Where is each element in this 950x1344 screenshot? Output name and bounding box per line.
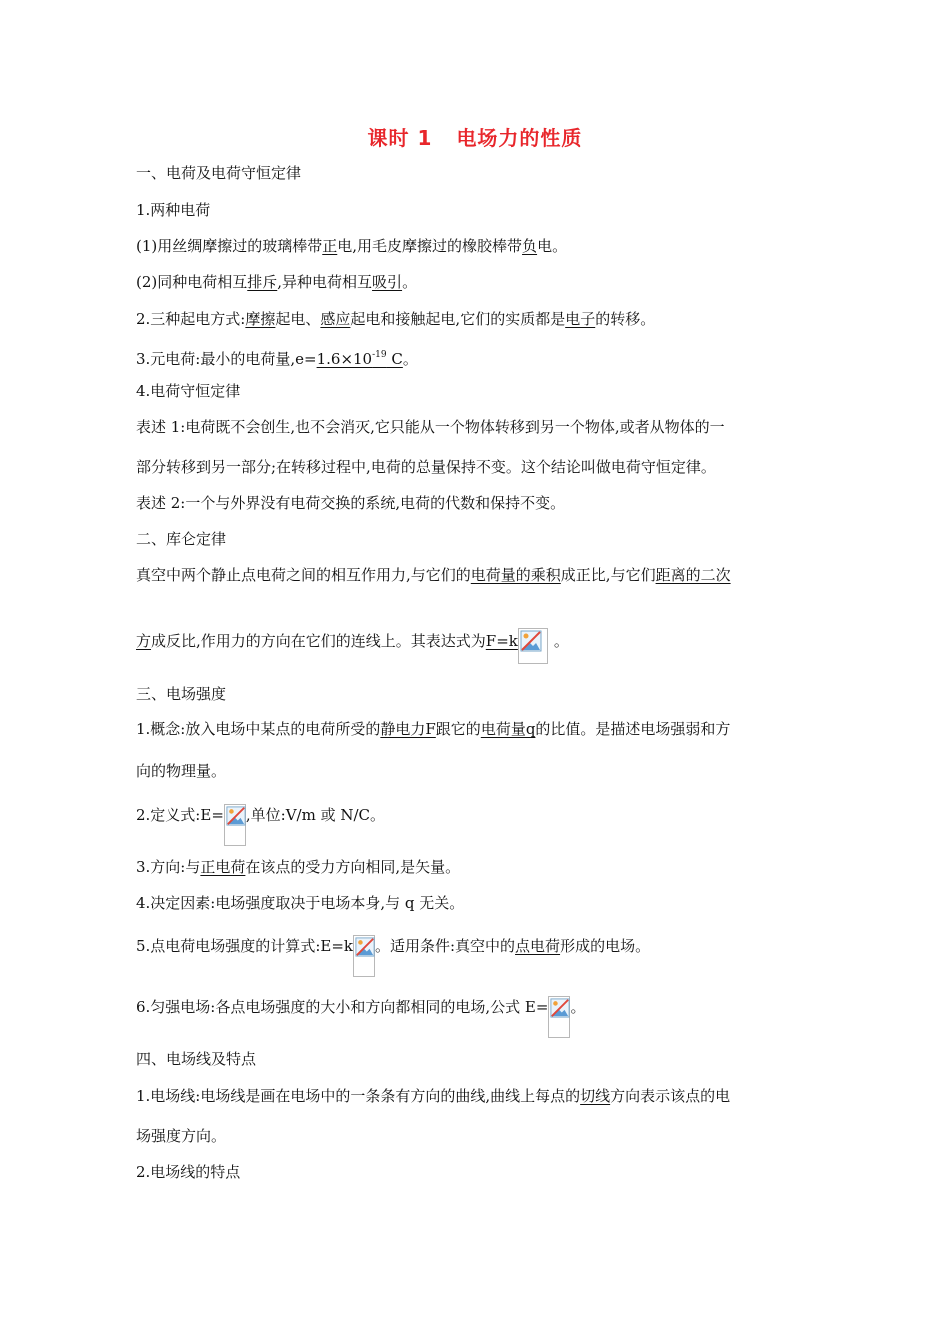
section-heading-2: 二、库仑定律 bbox=[136, 530, 227, 548]
broken-image-icon bbox=[353, 935, 375, 977]
point-charge-field: 5.点电荷电场强度的计算式:E=k 。适用条件:真空中的点电荷形成的电场。 bbox=[136, 935, 650, 977]
field-concept-line-2: 向的物理量。 bbox=[136, 762, 227, 780]
statement-1-line-2: 部分转移到另一部分;在转移过程中,电荷的总量保持不变。这个结论叫做电荷守恒定律。 bbox=[136, 458, 716, 476]
statement-2: 表述 2:一个与外界没有电荷交换的系统,电荷的代数和保持不变。 bbox=[136, 494, 566, 512]
coulomb-line-2: 方成反比,作用力的方向在它们的连线上。其表达式为F=k 。 bbox=[136, 628, 569, 664]
broken-image-icon bbox=[518, 628, 548, 664]
lesson-number: 课时 1 bbox=[367, 126, 433, 150]
section-heading-3: 三、电场强度 bbox=[136, 685, 227, 703]
paragraph-charges-a: (1)用丝绸摩擦过的玻璃棒带正电,用毛皮摩擦过的橡胶棒带负电。 bbox=[136, 237, 568, 255]
uniform-field: 6.匀强电场:各点电场强度的大小和方向都相同的电场,公式 E= 。 bbox=[136, 996, 585, 1038]
paragraph-elementary-charge: 3.元电荷:最小的电荷量$,e=1.6\times 10^{-19}$ C。 bbox=[136, 350, 418, 368]
field-direction: 3.方向:与正电荷在该点的受力方向相同,是矢量。 bbox=[136, 858, 461, 876]
section-heading-1: 一、电荷及电荷守恒定律 bbox=[136, 164, 302, 182]
field-determinants: 4.决定因素:电场强度取决于电场本身,与 q 无关。 bbox=[136, 894, 465, 912]
broken-image-icon bbox=[548, 996, 570, 1038]
broken-image-icon bbox=[224, 804, 246, 846]
field-definition: 2.定义式:E= ,单位:V/m 或 N/C。 bbox=[136, 804, 385, 846]
field-line-definition-2: 场强度方向。 bbox=[136, 1127, 227, 1145]
paragraph-charging-methods: 2.三种起电方式:摩擦起电、感应起电和接触起电,它们的实质都是电子的转移。 bbox=[136, 310, 656, 328]
field-line-features: 2.电场线的特点 bbox=[136, 1163, 241, 1181]
field-line-definition-1: 1.电场线:电场线是画在电场中的一条条有方向的曲线,曲线上每点的切线方向表示该点的电 bbox=[136, 1087, 731, 1105]
coulomb-line-1: 真空中两个静止点电荷之间的相互作用力,与它们的电荷量的乘积成正比,与它们距离的二次 bbox=[136, 566, 731, 584]
subheading-conservation: 4.电荷守恒定律 bbox=[136, 382, 241, 400]
subheading-two-charges: 1.两种电荷 bbox=[136, 201, 211, 219]
lesson-topic: 电场力的性质 bbox=[456, 126, 583, 150]
statement-1-line-1: 表述 1:电荷既不会创生,也不会消灭,它只能从一个物体转移到另一个物体,或者从物体的一 bbox=[136, 418, 725, 436]
page-title bbox=[0, 122, 950, 151]
paragraph-charges-b: (2)同种电荷相互排斥,异种电荷相互吸引。 bbox=[136, 273, 418, 291]
section-heading-4: 四、电场线及特点 bbox=[136, 1050, 257, 1068]
field-concept-line-1: 1.概念:放入电场中某点的电荷所受的静电力F跟它的电荷量q的比值。是描述电场强弱和方 bbox=[136, 720, 731, 738]
